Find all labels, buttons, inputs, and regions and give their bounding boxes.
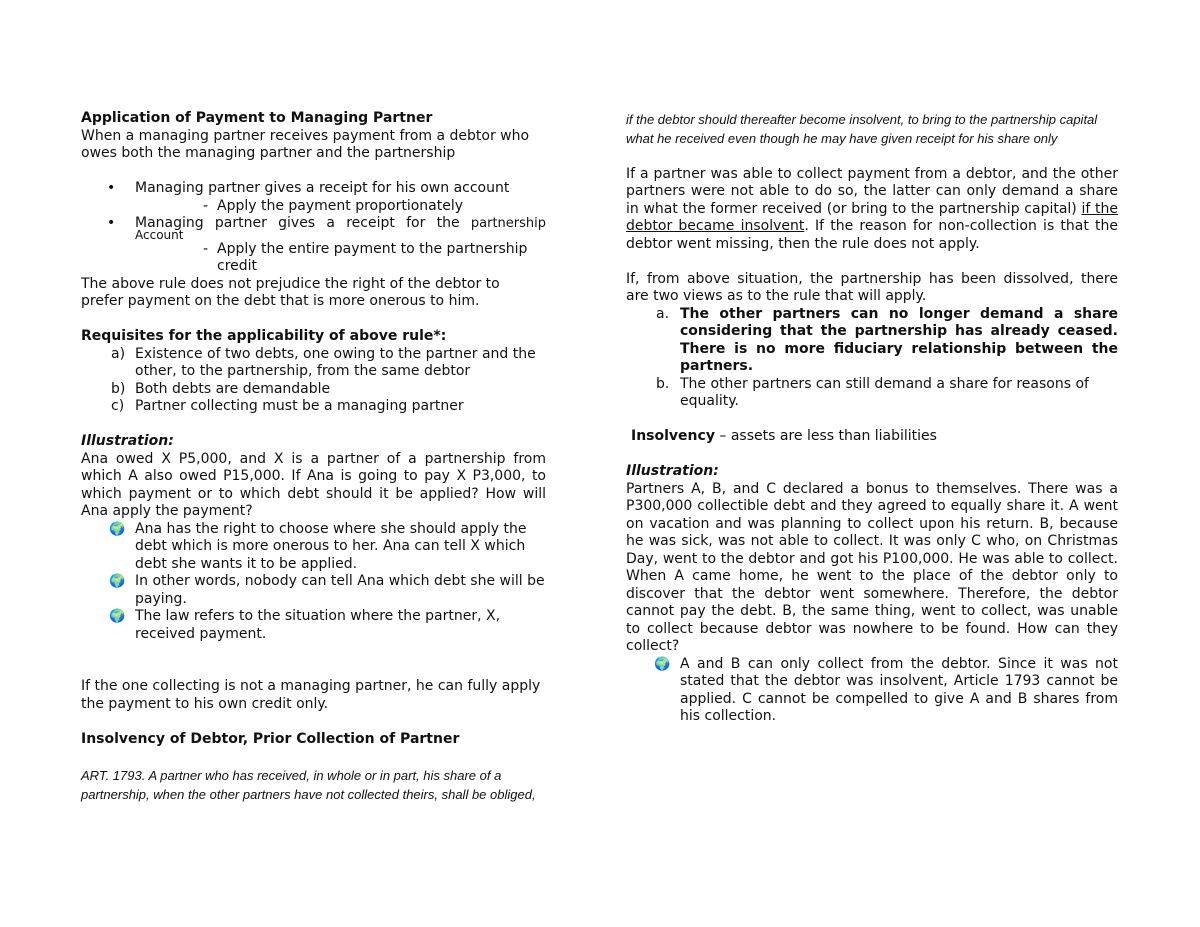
dissolved-paragraph: If, from above situation, the partnership has been dissolved, there are two views as to the rule that will apply. [626, 270, 1118, 304]
requisite-c [81, 398, 546, 416]
insolvency-term: Insolvency [631, 428, 715, 444]
globe-icon: 🌍 [109, 521, 126, 537]
right-column [626, 110, 1118, 726]
illustration-paragraph: Ana owed X P5,000, and X is a partner of a partnership from which A also owed P15,000. If Ana is going to pay X P3,000, to which payment or to which debt should it be applied? How will Ana apply the payment? [81, 450, 546, 519]
globe-item-text: In other words, nobody can tell Ana which debt she will be paying. [135, 573, 545, 607]
globe-icon: 🌍 [109, 574, 126, 589]
list-marker: a. [656, 305, 670, 322]
globe-item-text: The law refers to the situation where the partner, X, received payment. [135, 608, 501, 642]
heading-illustration: Illustration: [81, 433, 174, 449]
list-marker: a) [111, 345, 126, 362]
globe-icon: 🌍 [109, 609, 126, 624]
heading-requisites: Requisites for the applicability of above rule*: [81, 328, 447, 344]
heading-insolvency-of-debtor: Insolvency of Debtor, Prior Collection of Partner [81, 730, 460, 747]
list-text: Partner collecting must be a managing partner [135, 398, 464, 414]
heading-illustration-right: Illustration: [626, 463, 719, 479]
bullet-text: Managing partner gives a receipt for the [135, 215, 460, 231]
sub-item-proportionate: - Apply the payment proportionately [203, 197, 463, 214]
left-column [81, 110, 546, 804]
collection-paragraph [626, 166, 1118, 254]
globe-item [81, 521, 546, 574]
list-text: Existence of two debts, one owing to the partner and the other, to the partnership, from the same debtor [135, 345, 536, 379]
requisite-a [81, 346, 546, 381]
illustration-paragraph-right: Partners A, B, and C declared a bonus to themselves. There was a P300,000 collectible debt and they agreed to equally share it. A went on vacation and was planning to collect upon his return. B, because he was sick, was not able to collect. It was only C who, on Christmas Day, went to the debtor and got his P100,000. He was able to collect. When A came home, he went to the place of the debtor only to discover that the debtor went somewhere. Therefore, the debtor cannot pay the debt. B, the same thing, went to collect, was unable to collect because debtor was nowhere to be found. How can they collect? [626, 480, 1118, 654]
bullet-marker: • [107, 215, 116, 231]
article-1793-text: ART. 1793. A partner who has received, in whole or in part, his share of a partnership, when the other partners have not collected theirs, shall be obliged, [81, 767, 536, 802]
list-text: The other partners can no longer demand a share considering that the partnership has already ceased. There is no more fiduciary relationship between the partners. [680, 305, 1118, 374]
insolvency-def-text: – assets are less than liabilities [714, 428, 937, 444]
list-text: The other partners can still demand a share for reasons of equality. [680, 375, 1089, 409]
bullet-marker: • [107, 180, 116, 196]
view-a [626, 306, 1118, 376]
insolvency-definition [626, 428, 1118, 446]
paragraph-text-end: . If the reason for non-collection is that the debtor went missing, then the rule does not apply. [626, 218, 1118, 252]
bullet-account-word: Account [135, 227, 184, 242]
globe-item [81, 573, 546, 608]
bullet-text-tail: partnership [470, 216, 546, 231]
insolvent-underlined-text: if the debtor became insolvent [626, 200, 1119, 234]
requisite-b [81, 381, 546, 399]
heading-application-of-payment: Application of Payment to Managing Partner [81, 110, 433, 126]
list-marker: b) [111, 380, 126, 397]
globe-item [81, 608, 546, 643]
globe-item-text: A and B can only collect from the debtor. Since it was not stated that the debtor was insolvent, Article 1793 cannot be applied. C cannot be compelled to give A and B shares from his collection. [680, 655, 1118, 724]
list-marker: b. [656, 375, 670, 392]
globe-item-text: Ana has the right to choose where she should apply the debt which is more onerous to her. Ana can tell X which debt she wants it to be applied. [135, 520, 527, 572]
list-marker: c) [111, 398, 125, 414]
sub-item-text: Apply the payment proportionately [217, 197, 463, 214]
view-b [626, 376, 1118, 411]
paragraph-text: If a partner was able to collect payment from a debtor, and the other partners were not able to do so, the latter can only demand a share in what the former received (or bring to the partnership capital) [626, 165, 1118, 217]
rule-note: The above rule does not prejudice the right of the debtor to prefer payment on the debt that is more onerous to him. [81, 275, 500, 309]
globe-icon: 🌍 [654, 656, 671, 672]
globe-item [626, 656, 1118, 726]
sub-item-text: Apply the entire payment to the partnership credit [217, 240, 528, 274]
intro-paragraph: When a managing partner receives payment from a debtor who owes both the managing partner and the partnership [81, 127, 530, 161]
list-text: Both debts are demandable [135, 380, 331, 397]
bullet-text: Managing partner gives a receipt for his own account [135, 180, 510, 196]
not-managing-paragraph: If the one collecting is not a managing partner, he can fully apply the payment to his own credit only. [81, 678, 541, 712]
sub-item-entire-payment: - Apply the entire payment to the partnership credit [217, 241, 546, 276]
bullet-own-account [81, 180, 546, 198]
article-1793-continued: if the debtor should thereafter become insolvent, to bring to the partnership capital what he received even though he may have given receipt for his share only [626, 112, 1098, 146]
